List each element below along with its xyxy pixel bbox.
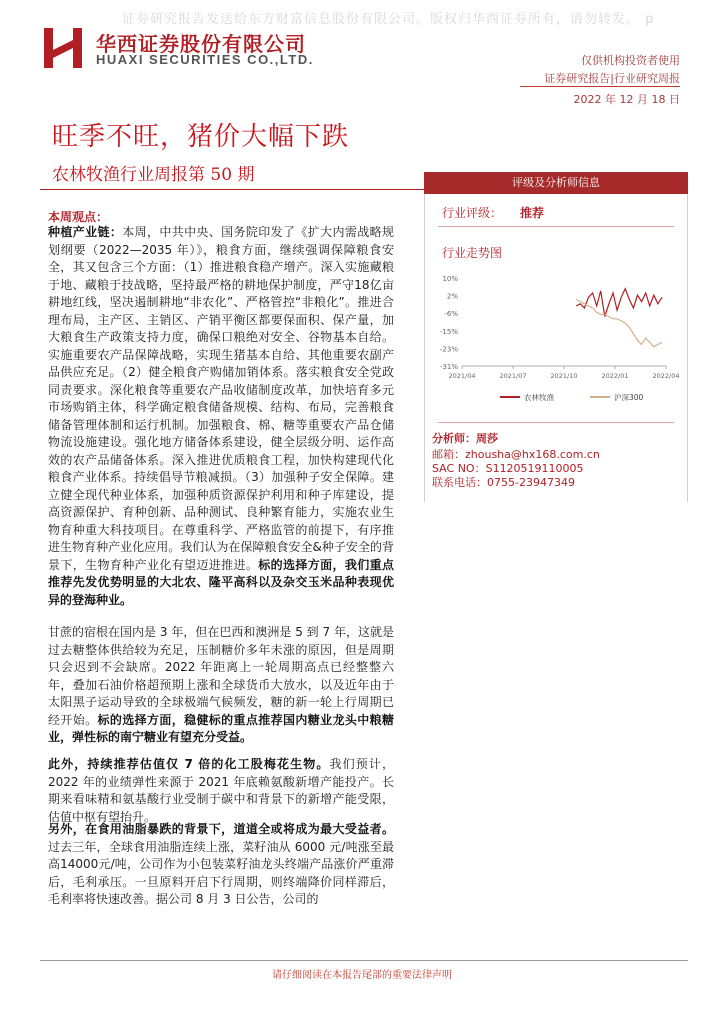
legend-label: 农林牧渔 [524, 393, 554, 402]
paragraph-oil [48, 821, 394, 909]
report-title: 旺季不旺，猪价大幅下跌 [52, 122, 350, 152]
x-tick-label: 2021/04 [448, 372, 476, 380]
rating-label: 行业评级： [442, 206, 503, 220]
paragraph-highlight: 另外，在食用油脂暴跌的背景下，道道全或将成为最大受益者。 [48, 822, 394, 836]
header-divider [520, 86, 680, 87]
paragraph-planting [48, 224, 394, 609]
paragraph-lead: 种植产业链： [48, 225, 123, 239]
watermark: 证券研究报告发送给东方财富信息股份有限公司。版权归华西证券所有，请勿转发。 p [122, 12, 655, 27]
company-name-cn: 华西证券股份有限公司 [96, 32, 306, 56]
trend-chart [430, 272, 682, 404]
y-tick-label: -23% [439, 345, 458, 354]
audience-note: 仅供机构投资者使用 [581, 54, 680, 67]
series-line-industry [576, 289, 662, 317]
paragraph-text: 过去三年，全球食用油脂连续上涨，菜籽油从 6000 元/吨涨至最高14000元/吨，公司作为小包装菜籽油龙头终端产品涨价严重滞后，毛利承压。一旦原料开启下行周期，则终端降价同样滞后，毛利率将快速改善。据公司 8 月 3 日公告，公司的 [48, 839, 394, 906]
sidebar-divider [438, 226, 674, 227]
paragraph-highlight: 标的选择方面，我们重点推荐先发优势明显的大北农、隆平高科以及杂交玉米品种表现优异的登海种业。 [48, 557, 394, 607]
x-tick-label: 2022/04 [652, 372, 680, 380]
paragraph-highlight: 此外，持续推荐估值仅 7 倍的化工股梅花生物。 [48, 757, 330, 771]
industry-rating [442, 204, 544, 221]
report-date: 2022 年 12 月 18 日 [573, 93, 680, 106]
y-tick-label: 2% [446, 292, 458, 301]
paragraph-highlight: 标的选择方面，稳健标的重点推荐国内糖业龙头中粮糖业，弹性标的南宁糖业有望充分受益。 [48, 712, 394, 744]
paragraph-text: 甘蔗的宿根在国内是 3 年，但在巴西和澳洲是 5 到 7 年，这就是过去糖整体供给较为充足，压制糖价多年未涨的原因，但是周期只会迟到不会缺席。2022 年距离上一轮周期高点已经整整六年，叠加石油价格超预期上涨和全球货币大放水，以及近年由于太阳黑子运动导致的全球极端气候频发，糖的新一轮上行周期已经开始。 [48, 625, 394, 727]
paragraph-text: 我们预计，2022 年的业绩弹性来源于 2021 年底赖氨酸新增产能投产。长期来看味精和氨基酸行业受制于碳中和背景下的新增产能受限，估值中枢有望抬升。 [48, 757, 394, 824]
footer-divider [40, 960, 688, 961]
x-tick-label: 2022/01 [601, 372, 629, 380]
analyst-name: 分析师：周莎 [432, 432, 498, 445]
footer-disclaimer: 请仔细阅读在本报告尾部的重要法律声明 [272, 970, 452, 981]
y-tick-label: -31% [439, 363, 458, 371]
huaxi-logo-icon [44, 28, 82, 68]
analyst-phone: 联系电话：0755-23947349 [432, 476, 575, 489]
rating-value: 推荐 [520, 206, 545, 220]
paragraph-text: 本周，中共中央、国务院印发了《扩大内需战略规划纲要（2022—2035 年）》，粮食方面，继续强调保障粮食安全，其又包含三个方面：（1）推进粮食稳产增产。深入实施藏粮于地、藏粮于技战略，坚持最严格的耕地保护制度，严守18亿亩耕地红线，坚决遏制耕地“非农化”、严格管控“非粮化”。推进合理布局，主产区、主销区、产销平衡区都要保面积、保产量，加大粮食生产政策支持力度，确保口粮绝对安全、谷物基本自给。实施重要农产品保障战略，实现生猪基本自给、其他重要农副产品供应充足。（2）健全粮食产购储加销体系。落实粮食安全党政同责要求。深化粮食等重要农产品收储制度改革，加快培育多元市场购销主体，科学确定粮食储备规模、结构、布局，完善粮食储备管理体制和运行机制。加强粮食、棉、糖等重要农产品仓储物流设施建设。强化地方储备体系建设，健全层级分明、运作高效的农产品储备体系。深入推进优质粮食工程，加快构建现代化粮食产业体系。持续倡导节粮减损。（3）加强种子安全保障。建立健全现代种业体系，加强种质资源保护利用和种子库建设，提高资源保护、育种创新、品种测试、良种繁育能力，实施农业生物育种重大科技项目。在尊重科学、严格监管的前提下，有序推进生物育种产业化应用。我们认为在保障粮食安全&种子安全的背景下，生物育种产业化有望迈进推进。 [48, 225, 394, 572]
trend-chart-title: 行业走势图 [442, 246, 503, 260]
y-tick-label: -15% [439, 327, 458, 336]
series-line-hs300 [576, 300, 662, 347]
y-tick-label: 10% [442, 275, 458, 283]
section-label: 本周观点： [48, 210, 109, 224]
report-subtitle: 农林牧渔行业周报第 50 期 [52, 165, 255, 185]
x-tick-label: 2021/10 [550, 372, 578, 380]
y-tick-label: -6% [444, 310, 458, 319]
report-category: 证券研究报告|行业研究周报 [544, 72, 680, 85]
analyst-sac: SAC NO：S1120519110005 [432, 462, 584, 475]
sidebar-divider-2 [438, 422, 674, 423]
paragraph-meihua [48, 756, 394, 826]
sidebar-header: 评级及分析师信息 [424, 172, 688, 194]
x-tick-label: 2021/07 [499, 372, 527, 380]
paragraph-sugar [48, 624, 394, 747]
company-name-en: HUAXI SECURITIES CO.,LTD. [96, 52, 314, 67]
analyst-email[interactable]: 邮箱：zhousha@hx168.com.cn [432, 448, 600, 461]
legend-label: 沪深300 [614, 393, 644, 402]
